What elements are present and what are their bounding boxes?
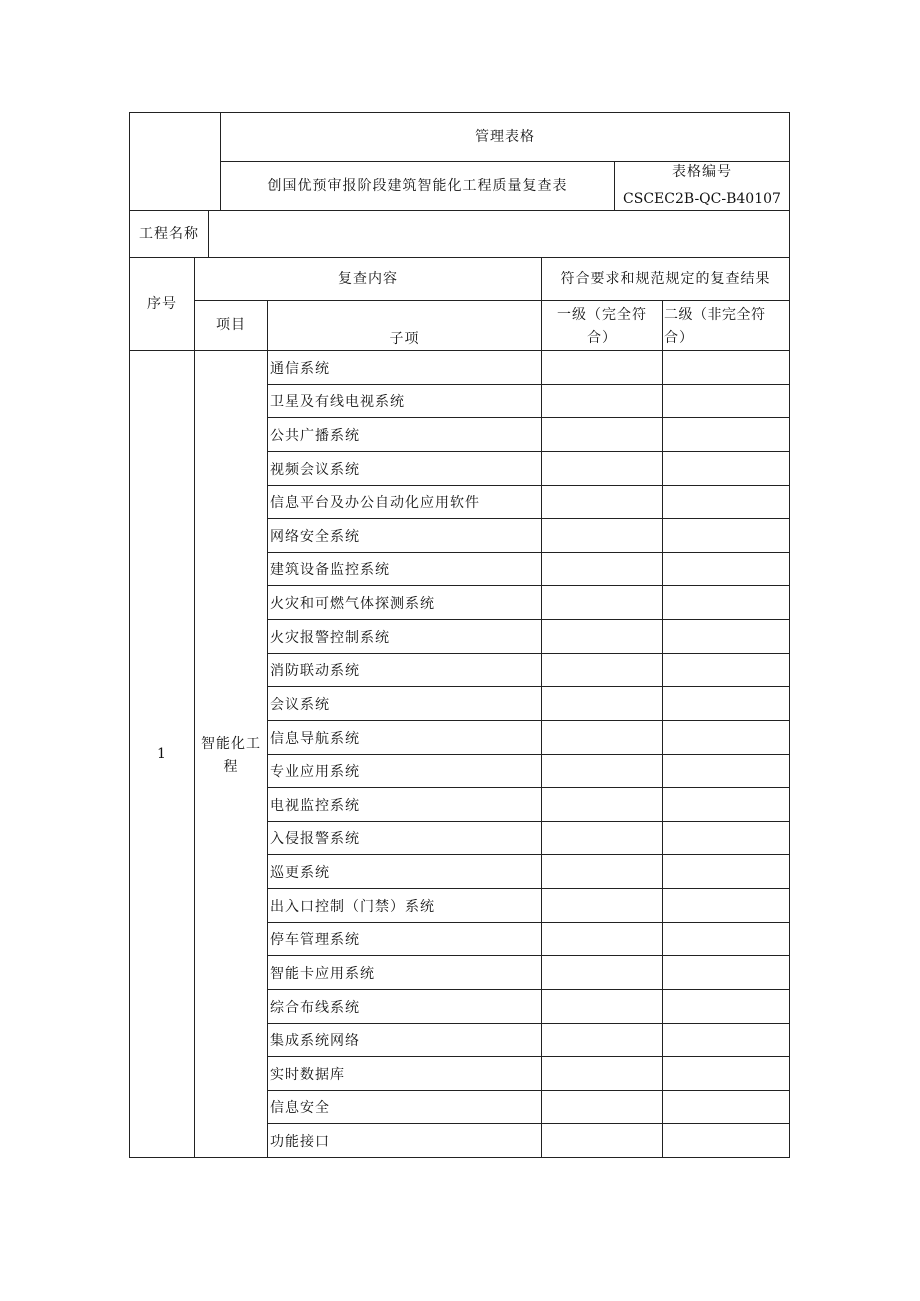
level1-result-cell[interactable] bbox=[543, 419, 661, 449]
seq-header: 序号 bbox=[147, 296, 177, 312]
level2-result-cell[interactable] bbox=[664, 419, 788, 449]
level1-result-cell[interactable] bbox=[543, 1058, 661, 1088]
level2-result-cell[interactable] bbox=[664, 991, 788, 1021]
form-number: CSCEC2B-QC-B40107 bbox=[623, 191, 781, 207]
level1-result-cell[interactable] bbox=[543, 1125, 661, 1155]
level2-result-cell[interactable] bbox=[664, 1025, 788, 1055]
row-divider bbox=[267, 384, 790, 385]
row-divider bbox=[267, 552, 790, 553]
subitem-name: 消防联动系统 bbox=[270, 663, 360, 679]
level1-result-cell[interactable] bbox=[543, 722, 661, 752]
row-divider bbox=[267, 686, 790, 687]
subitem-name: 卫星及有线电视系统 bbox=[270, 394, 405, 410]
border-top bbox=[129, 112, 790, 113]
level2-result-cell[interactable] bbox=[664, 386, 788, 416]
level1-result-cell[interactable] bbox=[543, 756, 661, 786]
row-divider bbox=[267, 485, 790, 486]
review-content-header: 复查内容 bbox=[338, 271, 398, 287]
subitem-name: 综合布线系统 bbox=[270, 1000, 360, 1016]
group-item-line2: 程 bbox=[223, 759, 239, 775]
form-name: 创国优预审报阶段建筑智能化工程质量复查表 bbox=[267, 178, 568, 194]
level2-result-cell[interactable] bbox=[664, 823, 788, 853]
group-seq: 1 bbox=[157, 746, 167, 762]
level1-result-cell[interactable] bbox=[543, 587, 661, 617]
project-name-label: 工程名称 bbox=[139, 226, 199, 242]
level2-header-line2: 合） bbox=[664, 330, 694, 346]
level2-result-cell[interactable] bbox=[664, 453, 788, 483]
level1-result-cell[interactable] bbox=[543, 621, 661, 651]
row-divider bbox=[267, 585, 790, 586]
level2-result-cell[interactable] bbox=[664, 789, 788, 819]
row-divider bbox=[267, 720, 790, 721]
form-number-label: 表格编号 bbox=[672, 164, 732, 180]
review-result-header: 符合要求和规范规定的复查结果 bbox=[560, 271, 771, 287]
border-right bbox=[789, 112, 790, 1158]
subitem-name: 电视监控系统 bbox=[270, 798, 360, 814]
project-label-divider bbox=[208, 210, 209, 258]
level1-result-cell[interactable] bbox=[543, 487, 661, 517]
row-divider bbox=[267, 854, 790, 855]
row-divider bbox=[267, 787, 790, 788]
subitem-name: 实时数据库 bbox=[270, 1067, 345, 1083]
level1-header-line2: 合） bbox=[587, 330, 617, 346]
row-divider bbox=[267, 888, 790, 889]
subitem-name: 功能接口 bbox=[270, 1134, 330, 1150]
level2-result-cell[interactable] bbox=[664, 890, 788, 920]
level2-result-cell[interactable] bbox=[664, 722, 788, 752]
level1-result-cell[interactable] bbox=[543, 520, 661, 550]
level1-result-cell[interactable] bbox=[543, 890, 661, 920]
level1-result-cell[interactable] bbox=[543, 386, 661, 416]
header-row1-bottom bbox=[194, 300, 790, 301]
subitem-name: 信息平台及办公自动化应用软件 bbox=[270, 495, 480, 511]
row-divider bbox=[267, 955, 790, 956]
subitem-name: 集成系统网络 bbox=[270, 1033, 360, 1049]
level1-result-cell[interactable] bbox=[543, 1025, 661, 1055]
subitem-name: 通信系统 bbox=[270, 361, 330, 377]
border-bottom bbox=[129, 1157, 790, 1158]
level2-result-cell[interactable] bbox=[664, 1125, 788, 1155]
level2-result-cell[interactable] bbox=[664, 856, 788, 886]
level1-result-cell[interactable] bbox=[543, 688, 661, 718]
subitem-header: 子项 bbox=[389, 331, 420, 347]
header-bottom-rule bbox=[129, 210, 790, 211]
level1-header-line1: 一级（完全符 bbox=[557, 307, 647, 323]
level1-result-cell[interactable] bbox=[543, 352, 661, 382]
level2-result-cell[interactable] bbox=[664, 924, 788, 954]
subitem-name: 网络安全系统 bbox=[270, 529, 360, 545]
level1-result-cell[interactable] bbox=[543, 554, 661, 584]
level2-result-cell[interactable] bbox=[664, 1092, 788, 1122]
row-divider bbox=[267, 451, 790, 452]
subitem-name: 停车管理系统 bbox=[270, 932, 360, 948]
level1-result-cell[interactable] bbox=[543, 991, 661, 1021]
level2-header-line1: 二级（非完全符 bbox=[664, 307, 766, 323]
subitem-name: 信息导航系统 bbox=[270, 731, 360, 747]
level2-result-cell[interactable] bbox=[664, 487, 788, 517]
subitem-name: 入侵报警系统 bbox=[270, 831, 360, 847]
subitem-name: 智能卡应用系统 bbox=[270, 966, 375, 982]
row-divider bbox=[267, 1056, 790, 1057]
subitem-name: 公共广播系统 bbox=[270, 428, 360, 444]
row-divider bbox=[267, 417, 790, 418]
level1-result-cell[interactable] bbox=[543, 856, 661, 886]
group-item-line1: 智能化工 bbox=[201, 736, 261, 752]
project-name-value[interactable] bbox=[216, 223, 781, 245]
level2-result-cell[interactable] bbox=[664, 655, 788, 685]
row-divider bbox=[267, 989, 790, 990]
project-row-bottom bbox=[129, 257, 790, 258]
level2-result-cell[interactable] bbox=[664, 352, 788, 382]
level-col-divider bbox=[662, 300, 663, 1158]
level2-result-cell[interactable] bbox=[664, 1058, 788, 1088]
subitem-name: 火灾和可燃气体探测系统 bbox=[270, 596, 435, 612]
level1-result-cell[interactable] bbox=[543, 655, 661, 685]
level2-result-cell[interactable] bbox=[664, 520, 788, 550]
level2-result-cell[interactable] bbox=[664, 756, 788, 786]
subitem-name: 火灾报警控制系统 bbox=[270, 630, 390, 646]
row-divider bbox=[267, 619, 790, 620]
level2-result-cell[interactable] bbox=[664, 621, 788, 651]
level2-result-cell[interactable] bbox=[664, 554, 788, 584]
row-divider bbox=[267, 1023, 790, 1024]
row-divider bbox=[267, 821, 790, 822]
border-left bbox=[129, 112, 130, 1158]
subitem-name: 信息安全 bbox=[270, 1100, 330, 1116]
row-divider bbox=[267, 1090, 790, 1091]
header-bottom bbox=[129, 350, 790, 351]
item-header: 项目 bbox=[216, 317, 246, 333]
level2-result-cell[interactable] bbox=[664, 688, 788, 718]
level1-result-cell[interactable] bbox=[543, 453, 661, 483]
item-col-divider bbox=[267, 300, 268, 1158]
level1-result-cell[interactable] bbox=[543, 924, 661, 954]
level2-result-cell[interactable] bbox=[664, 587, 788, 617]
level1-result-cell[interactable] bbox=[543, 1092, 661, 1122]
subitem-name: 会议系统 bbox=[270, 697, 330, 713]
row-divider bbox=[267, 754, 790, 755]
subitem-name: 巡更系统 bbox=[270, 865, 330, 881]
subitem-name: 视频会议系统 bbox=[270, 462, 360, 478]
level2-result-cell[interactable] bbox=[664, 957, 788, 987]
row-divider bbox=[267, 922, 790, 923]
level1-result-cell[interactable] bbox=[543, 957, 661, 987]
subitem-name: 专业应用系统 bbox=[270, 764, 360, 780]
level1-result-cell[interactable] bbox=[543, 823, 661, 853]
row-divider bbox=[267, 1123, 790, 1124]
row-divider bbox=[267, 518, 790, 519]
row-divider bbox=[267, 653, 790, 654]
header-title: 管理表格 bbox=[475, 129, 535, 145]
subitem-name: 建筑设备监控系统 bbox=[270, 562, 390, 578]
level1-result-cell[interactable] bbox=[543, 789, 661, 819]
subitem-name: 出入口控制（门禁）系统 bbox=[270, 899, 435, 915]
seq-col-divider bbox=[194, 257, 195, 1158]
